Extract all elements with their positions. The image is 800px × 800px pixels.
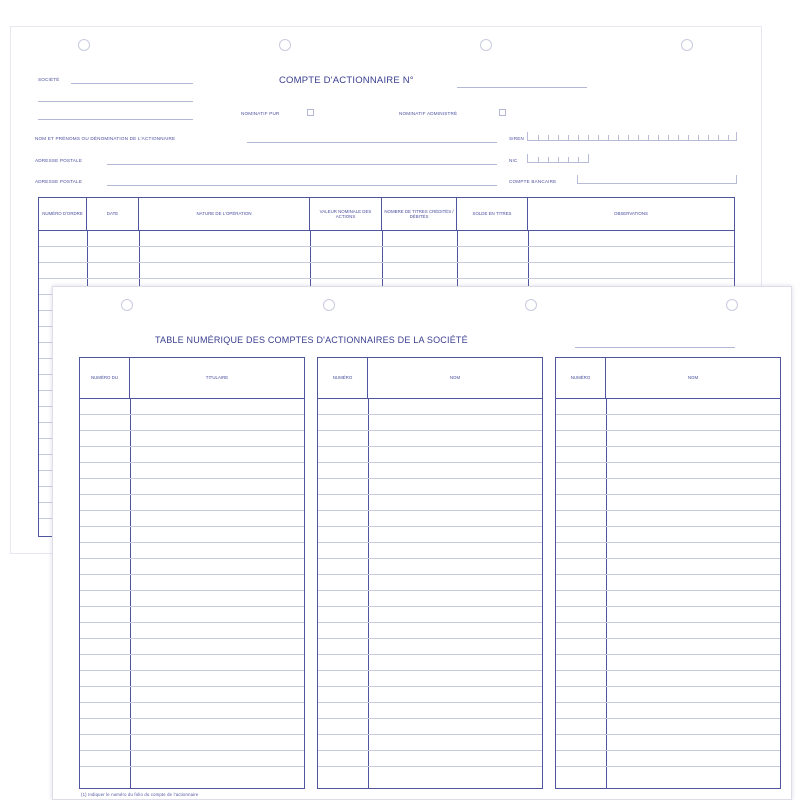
index-row-rule — [318, 766, 542, 767]
index-row-rule — [80, 526, 304, 527]
index-row-rule — [80, 510, 304, 511]
index-table-1 — [79, 357, 305, 789]
index-row-rule — [318, 510, 542, 511]
col-header-date: DATE — [87, 198, 139, 230]
index-row-rule — [80, 542, 304, 543]
front-form-sheet — [52, 286, 792, 800]
index-table-2 — [317, 357, 543, 789]
index-row-rule — [318, 430, 542, 431]
index-row-rule — [80, 622, 304, 623]
index-row-rule — [80, 638, 304, 639]
index-row-rule — [556, 766, 780, 767]
punch-hole — [78, 39, 90, 51]
index-row-rule — [80, 718, 304, 719]
col-header-numero-ordre: NUMÉRO D'ORDRE — [39, 198, 87, 230]
siren-label: SIREN — [509, 136, 525, 141]
index-row-rule — [556, 542, 780, 543]
col-header-solde-titres: SOLDE EN TITRES — [457, 198, 528, 230]
index-row-rule — [556, 478, 780, 479]
index-row-rule — [318, 478, 542, 479]
col-header-observations: OBSERVATIONS — [614, 211, 648, 217]
index-row-rule — [80, 750, 304, 751]
compte-bancaire-label: COMPTE BANCAIRE — [509, 179, 557, 184]
index-row-rule — [556, 430, 780, 431]
index-row-rule — [318, 542, 542, 543]
index-row-rule — [318, 606, 542, 607]
index-row-rule — [318, 494, 542, 495]
index-row-rule — [318, 702, 542, 703]
col-header-titulaire: TITULAIRE — [205, 375, 229, 381]
nic-label: NIC — [509, 158, 518, 163]
index-row-rule — [556, 686, 780, 687]
nominatif-pur-label: NOMINATIF PUR — [241, 111, 280, 116]
index-row-rule — [318, 734, 542, 735]
col-header-nom: NOM — [687, 375, 699, 381]
company-name-line[interactable] — [575, 347, 735, 348]
table-header-divider — [556, 398, 780, 399]
account-form-title: COMPTE D'ACTIONNAIRE N° — [279, 75, 414, 86]
punch-hole — [525, 299, 537, 311]
index-row-rule — [556, 526, 780, 527]
index-row-rule — [556, 702, 780, 703]
col-header-nom: NOM — [449, 375, 461, 381]
col-header-numero: NUMÉRO DU — [80, 358, 130, 398]
index-row-rule — [556, 414, 780, 415]
table-header-divider — [39, 230, 734, 231]
col-header-numero: NUMÉRO — [318, 358, 368, 398]
index-row-rule — [80, 590, 304, 591]
index-row-rule — [318, 670, 542, 671]
nominatif-pur-checkbox[interactable] — [307, 109, 314, 116]
index-row-rule — [318, 574, 542, 575]
index-row-rule — [556, 734, 780, 735]
ledger-row-rule — [39, 262, 734, 263]
index-row-rule — [80, 446, 304, 447]
index-row-rule — [318, 414, 542, 415]
index-row-rule — [318, 558, 542, 559]
societe-field[interactable] — [71, 83, 193, 84]
index-row-rule — [80, 430, 304, 431]
ledger-row-rule — [39, 246, 734, 247]
index-table-title: TABLE NUMÉRIQUE DES COMPTES D'ACTIONNAIRES DE LA SOCIÉTÉ — [155, 335, 468, 345]
index-row-rule — [556, 670, 780, 671]
societe-label: SOCIÉTÉ — [38, 77, 60, 82]
index-row-rule — [318, 590, 542, 591]
index-row-rule — [80, 702, 304, 703]
index-row-rule — [556, 638, 780, 639]
index-row-rule — [80, 558, 304, 559]
index-row-rule — [318, 462, 542, 463]
societe-field-line-3[interactable] — [38, 119, 193, 120]
index-row-rule — [318, 446, 542, 447]
index-row-rule — [80, 686, 304, 687]
index-row-rule — [318, 686, 542, 687]
index-row-rule — [318, 526, 542, 527]
col-header-nature-operation: NATURE DE L'OPÉRATION — [139, 198, 310, 230]
punch-hole — [323, 299, 335, 311]
index-row-rule — [556, 622, 780, 623]
index-row-rule — [80, 462, 304, 463]
siren-comb-field[interactable] — [527, 132, 737, 141]
index-row-rule — [556, 446, 780, 447]
index-row-rule — [80, 654, 304, 655]
column-divider — [606, 398, 607, 788]
col-header-nombre-titres: NOMBRE DE TITRES CRÉDITÉS / DÉBITÉS — [382, 198, 457, 230]
adresse-field-2[interactable] — [107, 185, 497, 186]
adresse-label-1: ADRESSE POSTALE — [35, 158, 83, 163]
index-row-rule — [80, 734, 304, 735]
punch-hole — [480, 39, 492, 51]
index-table-3 — [555, 357, 781, 789]
table-header-divider — [318, 398, 542, 399]
table-header-divider — [80, 398, 304, 399]
index-row-rule — [80, 670, 304, 671]
index-row-rule — [80, 574, 304, 575]
account-number-line — [457, 87, 587, 88]
compte-bancaire-field[interactable] — [577, 175, 737, 184]
societe-field-line-2[interactable] — [38, 101, 193, 102]
nominatif-administre-label: NOMINATIF ADMINISTRÉ — [399, 111, 458, 116]
index-row-rule — [556, 718, 780, 719]
index-row-rule — [80, 606, 304, 607]
index-row-rule — [80, 766, 304, 767]
punch-hole — [681, 39, 693, 51]
index-row-rule — [556, 510, 780, 511]
index-row-rule — [556, 574, 780, 575]
footnote: (1) Indiquer le numéro du folio du compte de l'actionnaire — [81, 792, 199, 797]
index-row-rule — [318, 622, 542, 623]
nom-prenoms-label: NOM ET PRÉNOMS OU DÉNOMINATION DE L'ACTIONNAIRE — [35, 136, 176, 141]
col-header-numero: NUMÉRO — [556, 358, 606, 398]
nom-prenoms-field[interactable] — [247, 142, 497, 143]
index-row-rule — [318, 638, 542, 639]
index-row-rule — [556, 590, 780, 591]
nominatif-administre-checkbox[interactable] — [499, 109, 506, 116]
punch-hole — [726, 299, 738, 311]
index-row-rule — [556, 606, 780, 607]
index-row-rule — [556, 654, 780, 655]
ledger-row-rule — [39, 278, 734, 279]
index-row-rule — [318, 654, 542, 655]
punch-hole — [279, 39, 291, 51]
column-divider — [368, 398, 369, 788]
index-row-rule — [556, 462, 780, 463]
adresse-field-1[interactable] — [107, 164, 497, 165]
index-row-rule — [556, 558, 780, 559]
index-row-rule — [318, 718, 542, 719]
index-row-rule — [318, 750, 542, 751]
index-row-rule — [80, 494, 304, 495]
nic-comb-field[interactable] — [527, 154, 589, 163]
punch-hole — [121, 299, 133, 311]
index-row-rule — [556, 494, 780, 495]
index-row-rule — [80, 478, 304, 479]
index-row-rule — [80, 414, 304, 415]
index-row-rule — [556, 750, 780, 751]
adresse-label-2: ADRESSE POSTALE — [35, 179, 83, 184]
col-header-valeur-nominale: VALEUR NOMINALE DES ACTIONS — [310, 198, 382, 230]
column-divider — [130, 398, 131, 788]
